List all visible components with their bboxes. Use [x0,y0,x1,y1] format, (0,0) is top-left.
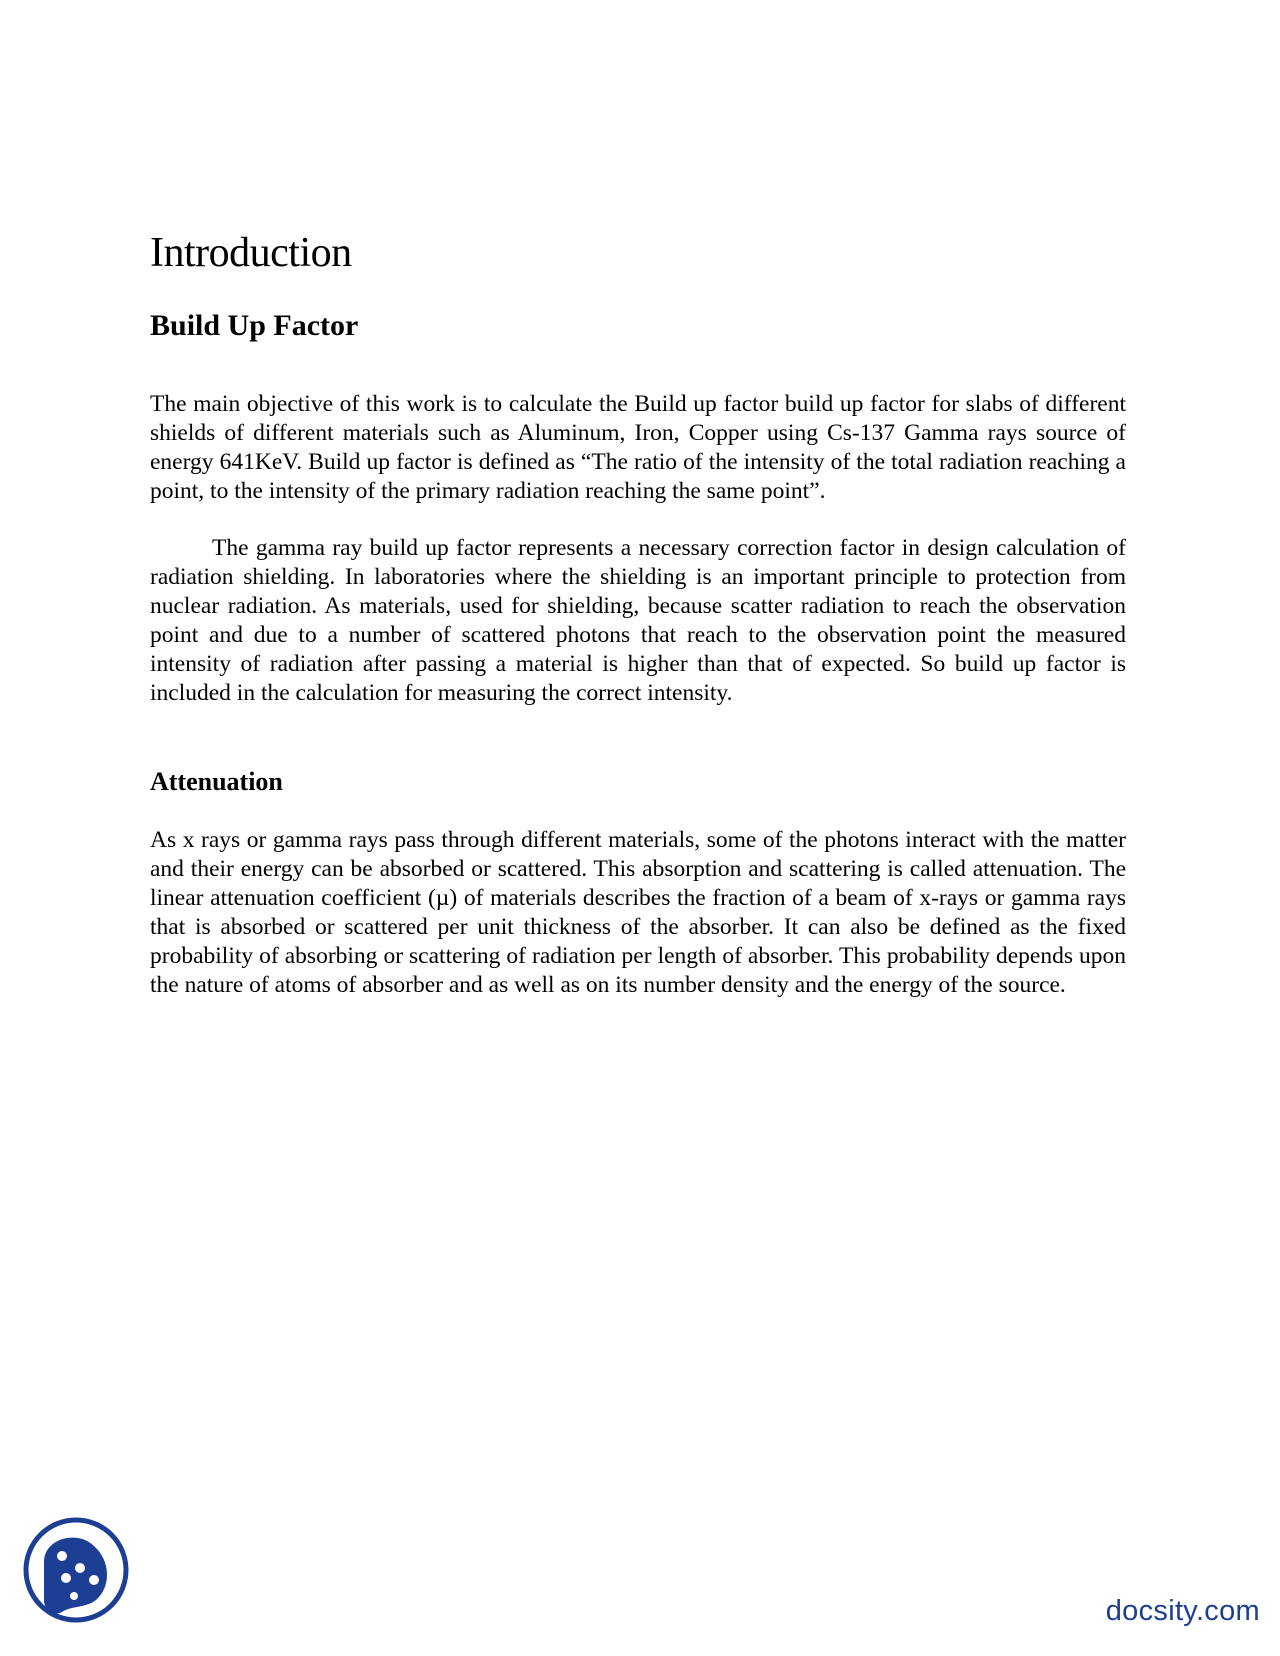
docsity-brand-link[interactable]: docsity.com [1105,1595,1260,1627]
document-body [150,228,1126,1000]
paragraph-attenuation: As x rays or gamma rays pass through different materials, some of the photons interact with the matter and their energy can be absorbed or scattered. This absorption and scattering is called attenuation. The linear attenuation coefficient (µ) of materials describes the fraction of a beam of x-rays or gamma rays that is absorbed or scattered per unit thickness of the absorber. It can also be defined as the fixed probability of absorbing or scattering of radiation per length of absorber. This probability depends upon the nature of atoms of absorber and as well as on its number density and the energy of the source. [150,826,1126,998]
section-heading-attenuation: Attenuation [150,767,283,797]
paragraph-build-up-factor: The gamma ray build up factor represents a necessary correction factor in design calculation of radiation shielding. In laboratories where the shielding is an important principle to protection from nuclear radiation. As materials, used for shielding, because scatter radiation to reach the observation point and due to a number of scattered photons that reach to the observation point the measured intensity of radiation after passing a material is higher than that of expected. So build up factor is included in the calculation for measuring the correct intensity. [150,535,1126,707]
docsity-logo-icon[interactable] [22,1516,130,1624]
section-heading-build-up-factor: Build Up Factor [150,309,359,343]
page-title: Introduction [150,230,352,276]
paragraph-objective: The main objective of this work is to calculate the Build up factor build up factor for slabs of different shields of different materials such as Aluminum, Iron, Copper using Cs-137 Gamma rays source of energy 641KeV. Build up factor is defined as “The ratio of the intensity of the total radiation reaching a point, to the intensity of the primary radiation reaching the same point”. [150,391,1126,505]
